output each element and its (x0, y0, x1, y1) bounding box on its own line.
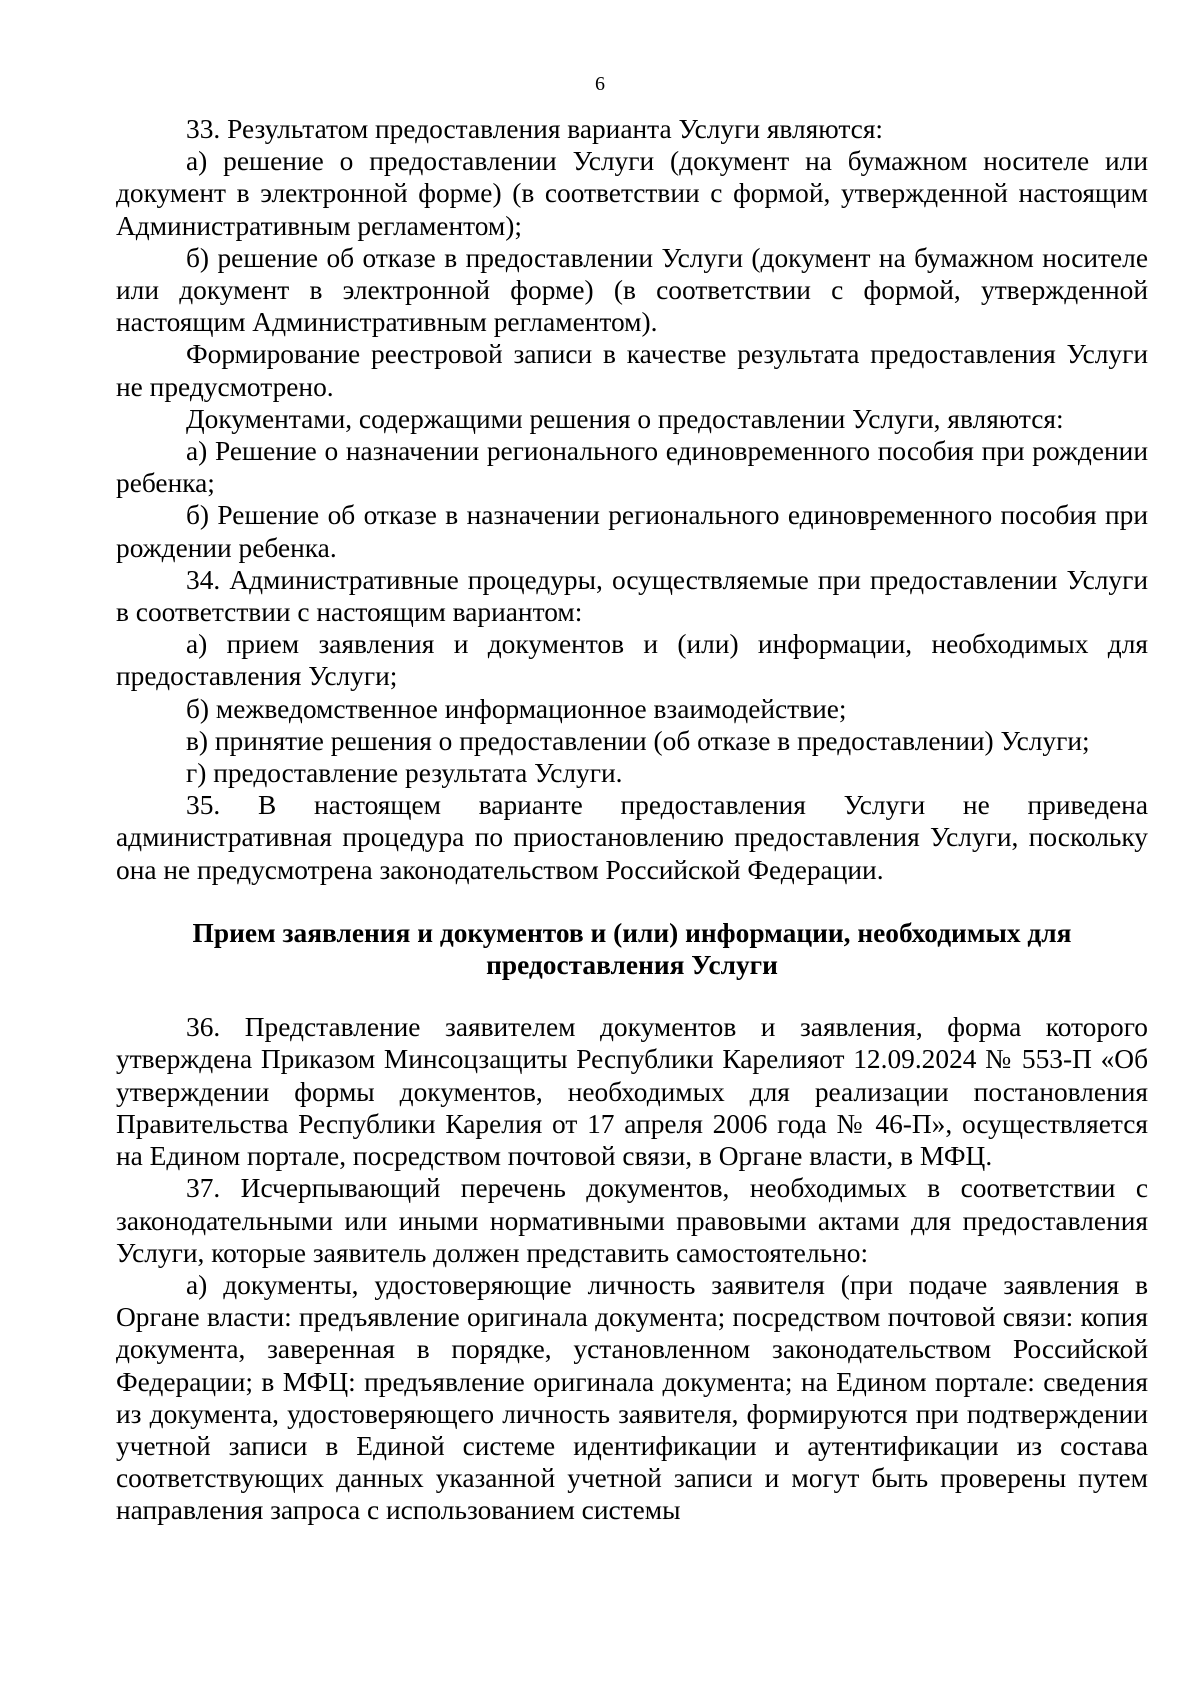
paragraph-decision-a: а) Решение о назначении регионального единовременного пособия при рождении ребенка; (116, 436, 1148, 499)
paragraph-decision-b: б) Решение об отказе в назначении регионального единовременного пособия при рождении ребенка. (116, 500, 1148, 563)
paragraph-34-g: г) предоставление результата Услуги. (186, 758, 623, 789)
paragraph-registry-note: Формирование реестровой записи в качестве результата предоставления Услуги не предусмотрено. (116, 339, 1148, 402)
paragraph-33-b: б) решение об отказе в предоставлении Услуги (документ на бумажном носителе или документ в электронной форме) (в соответствии с формой, утвержденной настоящим Административным регламентом). (116, 242, 1148, 338)
paragraph-37-a: а) документы, удостоверяющие личность заявителя (при подаче заявления в Органе власти: предъявление оригинала документа; посредством почтовой связи: копия документа, заверенная в порядке, установленном законодательством Российской Федерации; в МФЦ: предъявление оригинала документа; на Едином портале: сведения из документа, удостоверяющего личность заявителя, формируются при подтверждении учетной записи в Единой системе идентификации и аутентификации из состава соответствующих данных указанной учетной записи и могут быть проверены путем направления запроса с использованием системы (116, 1269, 1148, 1526)
paragraph-33-a: а) решение о предоставлении Услуги (документ на бумажном носителе или документ в электронной форме) (в соответствии с формой, утвержденной настоящим Административным регламентом); (116, 146, 1148, 241)
section-heading (116, 917, 1148, 981)
paragraph-34-v: в) принятие решения о предоставлении (об отказе в предоставлении) Услуги; (186, 725, 1090, 756)
paragraph-34: 34. Административные процедуры, осуществляемые при предоставлении Услуги в соответствии с настоящим вариантом: (116, 564, 1148, 628)
paragraph-34-a: а) прием заявления и документов и (или) информации, необходимых для предоставления Услуги; (116, 629, 1148, 692)
page-number: 6 (595, 73, 605, 95)
paragraph-34-b: б) межведомственное информационное взаимодействие; (186, 693, 847, 724)
section-heading-line-2: предоставления Услуги (486, 950, 778, 981)
paragraph-36: 36. Представление заявителем документов и заявления, форма которого утверждена Приказом Минсоцзащиты Республики Карелияот 12.09.2024 № 553-П «Об утверждении формы документов, необходимых для реализации постановления Правительства Республики Карелия от 17 апреля 2006 года № 46-П», осуществляется на Едином портале, посредством почтовой связи, в Органе власти, в МФЦ. (116, 1012, 1148, 1172)
paragraph-35: 35. В настоящем варианте предоставления Услуги не приведена административная процедура по приостановлению предоставления Услуги, поскольку она не предусмотрена законодательством Российской Федерации. (116, 790, 1148, 885)
paragraph-33: 33. Результатом предоставления варианта Услуги являются: (186, 114, 884, 144)
paragraph-decision-documents: Документами, содержащими решения о предоставлении Услуги, являются: (186, 403, 1064, 434)
paragraph-37: 37. Исчерпывающий перечень документов, необходимых в соответствии с законодательными или иными нормативными правовыми актами для предоставления Услуги, которые заявитель должен представить самостоятельно: (116, 1173, 1148, 1268)
section-heading-line-1: Прием заявления и документов и (или) информации, необходимых для (192, 917, 1072, 948)
page-content (116, 113, 1148, 1527)
